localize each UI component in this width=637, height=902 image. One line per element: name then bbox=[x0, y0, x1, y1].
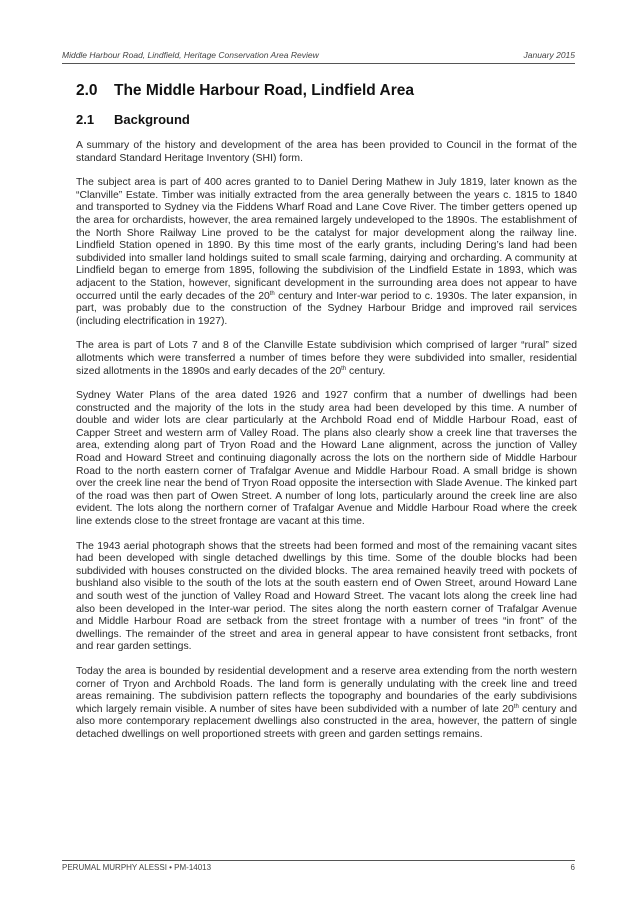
section-heading bbox=[76, 82, 414, 100]
section-title: The Middle Harbour Road, Lindfield Area bbox=[114, 82, 414, 99]
header-date: January 2015 bbox=[523, 50, 575, 60]
paragraph-2: The subject area is part of 400 acres granted to to Daniel Dering Mathew in July 1819, later known as the “Clanville” Estate. Timber was initially extracted from the area generally between the years c. 1815 to 1840 and transported to Sydney via the Fiddens Wharf Road and Lane Cove River. The timber getters opened up the area for orchardists, however, the area remained largely undeveloped to the 1890s. The establishment of the North Shore Railway Line proved to be the catalyst for major development along the railway line. Lindfield Station opened in 1890. By this time most of the early grants, including Dering’s land had been subdivided into smaller land holdings suited to small scale farming, dairying and orcharding. A community at Lindfield began to emerge from 1895, following the subdivision of the Lindfield Estate in 1893, which was adjacent to the Station, however, significant development in the surrounding area does not appear to have occurred until the early decades of the 20th century and Inter-war period to c. 1930s. The later expansion, in part, was probably due to the construction of the Sydney Harbour Bridge and improved rail services (including electrification in 1927). bbox=[76, 177, 577, 327]
subsection-title: Background bbox=[114, 112, 190, 127]
subsection-heading bbox=[76, 112, 190, 127]
body-text bbox=[76, 140, 577, 754]
section-number: 2.0 bbox=[76, 82, 98, 99]
paragraph-3: The area is part of Lots 7 and 8 of the Clanville Estate subdivision which comprised of larger “rural” sized allotments which were transferred a number of times before they were subdivided into smaller, residential sized allotments in the 1890s and early decades of the 20th century. bbox=[76, 340, 577, 377]
header-title: Middle Harbour Road, Lindfield, Heritage Conservation Area Review bbox=[62, 50, 319, 60]
header-divider bbox=[62, 63, 575, 64]
paragraph-4: Sydney Water Plans of the area dated 1926 and 1927 confirm that a number of dwellings had been constructed and the majority of the lots in the study area had been developed by this time. A number of double and wider lots are clear particularly at the Archbold Road end of Middle Harbour Road, east of Capper Street and western arm of Valley Road. The plans also clearly show a creek line that traverses the area, extending along part of Tryon Road and the Howard Lane alignment, across the junction of Valley Road and Howard Street and continuing diagonally across the lots on the northern side of Middle Harbour Road to the north eastern corner of Trafalgar Avenue and Middle Harbour Road. A small bridge is shown over the creek line near the bend of Tryon Road opposite the intersection with Slade Avenue. The kinked part of the road was then part of Owen Street. A number of long lots, particularly around the creek line are also evident. The lots along the northern corner of Trafalgar Avenue and Middle Harbour Road where the creek line extends close to the street frontage are vacant at this time. bbox=[76, 390, 577, 528]
paragraph-6: Today the area is bounded by residential development and a reserve area extending from the north western corner of Tryon and Archbold Roads. The land form is generally undulating with the creek line and treed areas remaining. The subdivision pattern reflects the topography and boundaries of the early subdivisions which largely remain visible. A number of sites have been subdivided with a number of late 20th century and also more contemporary replacement dwellings also constructed in the area, however, the pattern of single detached dwellings on well proportioned streets with green and garden settings remains. bbox=[76, 665, 577, 740]
footer-company: PERUMAL MURPHY ALESSI • PM-14013 bbox=[62, 863, 212, 872]
page-header bbox=[62, 50, 575, 60]
page-number: 6 bbox=[570, 863, 575, 872]
paragraph-5: The 1943 aerial photograph shows that the streets had been formed and most of the remaining vacant sites had been developed with single detached dwellings by this time. Some of the double blocks had been subdivided with houses constructed on the divided blocks. The area remained heavily treed with pockets of bushland also visible to the south of the lots at the south eastern end of Owen Street, around Howard Lane and south west of the junction of Valley Road and Howard Street. The vacant lots along the creek line had also been developed in the Inter-war period. The sites along the north eastern corner of Trafalgar Avenue and Middle Harbour Road are setback from the street frontage with a number of trees “in front” of the dwellings. The remainder of the street and area in general appear to have consistent front setbacks, front and rear garden settings. bbox=[76, 540, 577, 653]
subsection-number: 2.1 bbox=[76, 112, 95, 127]
footer-divider bbox=[62, 860, 575, 861]
page-footer bbox=[62, 863, 575, 872]
paragraph-1: A summary of the history and development of the area has been provided to Council in the format of the standard Standard Heritage Inventory (SHI) form. bbox=[76, 140, 577, 164]
